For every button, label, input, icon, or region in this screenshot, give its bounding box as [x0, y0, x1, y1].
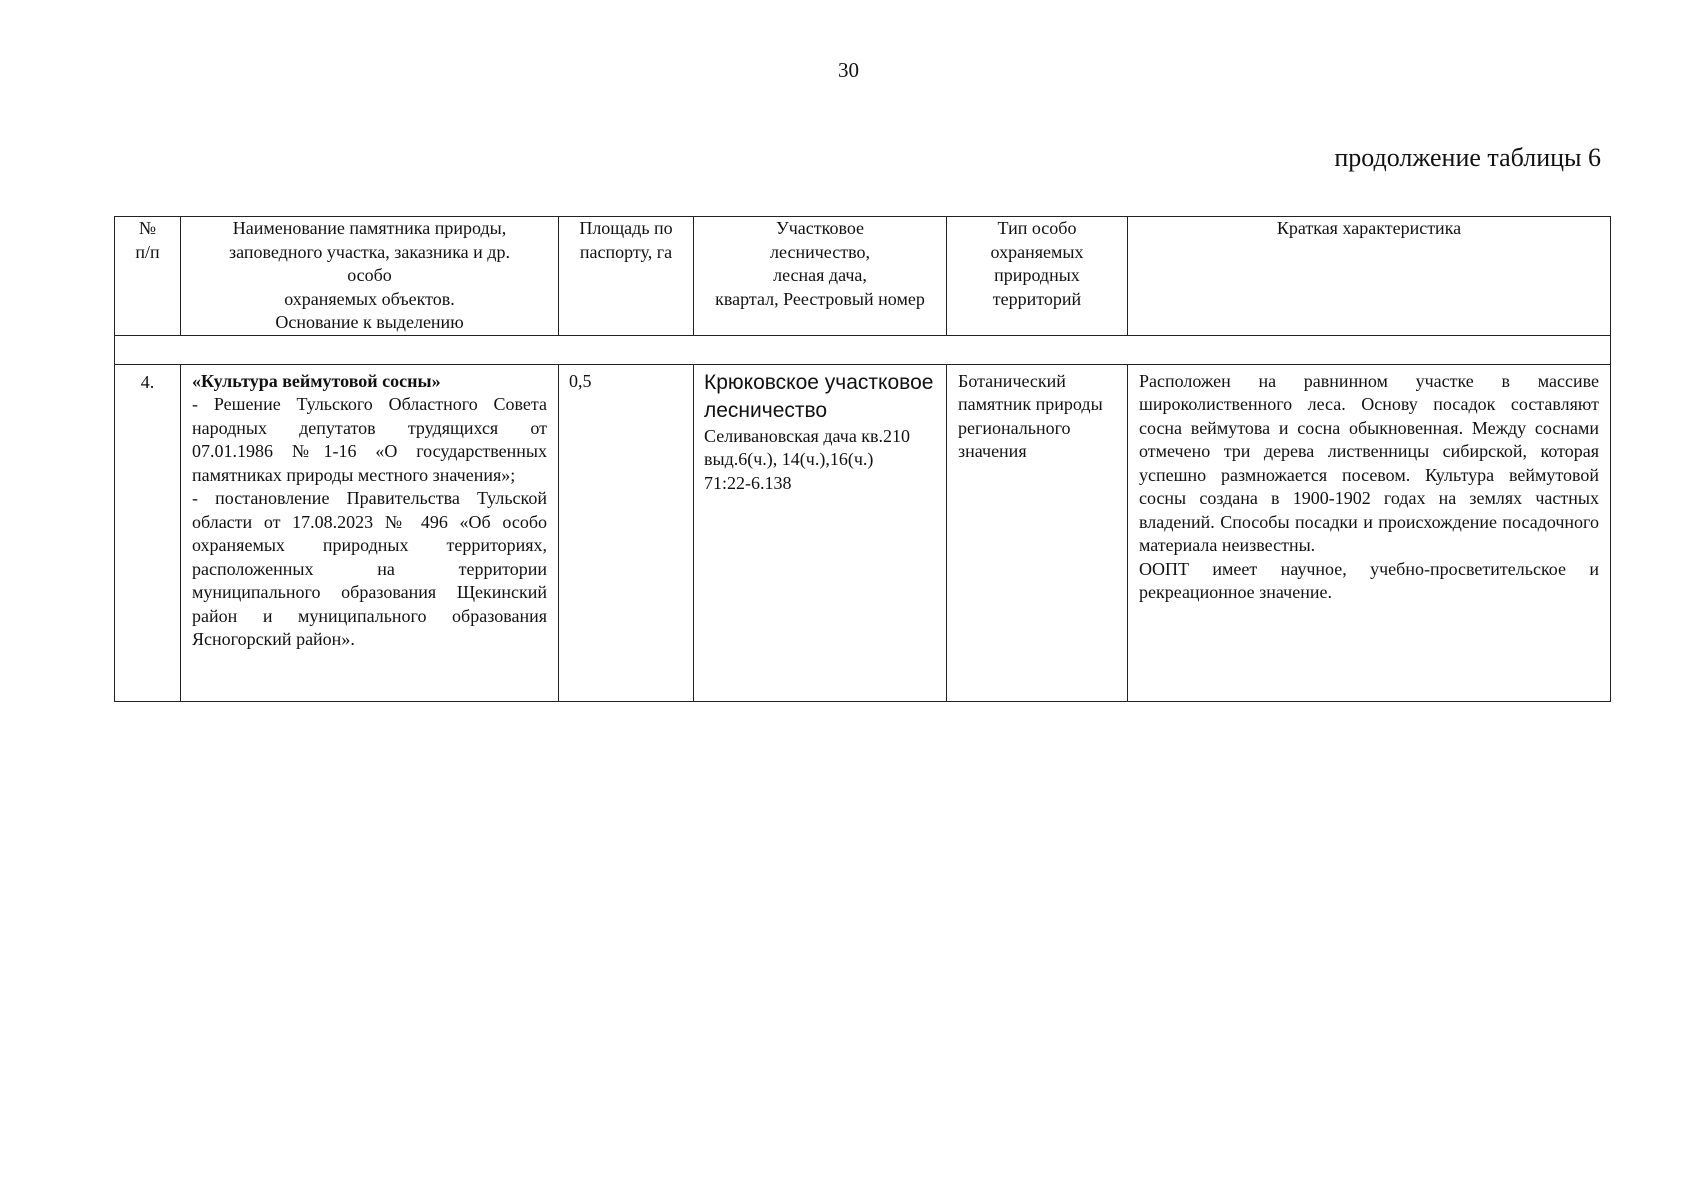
table-row — [115, 364, 1611, 701]
monument-title: «Культура веймутовой сосны» — [192, 370, 441, 391]
description-significance: ООПТ имеет научное, учебно-просветительское и рекреационное значение. — [1139, 558, 1599, 602]
table-header-row — [115, 217, 1611, 336]
header-name: Наименование памятника природы, заповедного участка, заказника и др. особо охраняемых объектов. Основание к выделению — [181, 217, 559, 336]
forestry-dacha: Селивановская дача кв.210 выд.6(ч.), 14(ч.),16(ч.) — [704, 425, 911, 469]
monument-basis-2: - постановление Правительства Тульской области от 17.08.2023 № 496 «Об особо охраняемых природных территориях, расположенных на территории муниципального образования Щекинский район и муниципального образования Ясногорский район». — [192, 488, 547, 649]
table-continuation-label: продолжение таблицы 6 — [1334, 143, 1601, 172]
forestry-name: Крюковское участковое лесничество — [704, 370, 934, 422]
header-area: Площадь по паспорту, га — [559, 217, 694, 336]
row-name-cell — [181, 364, 559, 701]
header-forestry: Участковое лесничество, лесная дача, квартал, Реестровый номер — [694, 217, 947, 336]
row-type: Ботанический памятник природы регионального значения — [947, 364, 1128, 701]
row-area: 0,5 — [559, 364, 694, 701]
row-number: 4. — [115, 364, 181, 701]
header-type: Тип особо охраняемых природных территорий — [947, 217, 1128, 336]
row-description-cell — [1128, 364, 1611, 701]
header-description: Краткая характеристика — [1128, 217, 1611, 336]
header-number: № п/п — [115, 217, 181, 336]
forestry-registry-number: 71:22-6.138 — [704, 472, 792, 493]
row-forestry-cell — [694, 364, 947, 701]
description-text: Расположен на равнинном участке в массиве широколиственного леса. Основу посадок составляют сосна веймутова и сосна обыкновенная. Между соснами отмечено три дерева лиственницы сибирской, которая успешно размножается посевом. Культура веймутовой сосны создана в 1900-1902 годах на землях частных владений. Способы посадки и происхождение посадочного материала неизвестны. — [1139, 370, 1599, 555]
nature-monuments-table — [114, 216, 1611, 702]
table-spacer-row — [115, 335, 1611, 364]
monument-basis-1: - Решение Тульского Областного Совета народных депутатов трудящихся от 07.01.1986 №1-16 «О государственных памятниках природы местного значения»; — [192, 394, 547, 485]
page-number: 30 — [838, 58, 859, 82]
